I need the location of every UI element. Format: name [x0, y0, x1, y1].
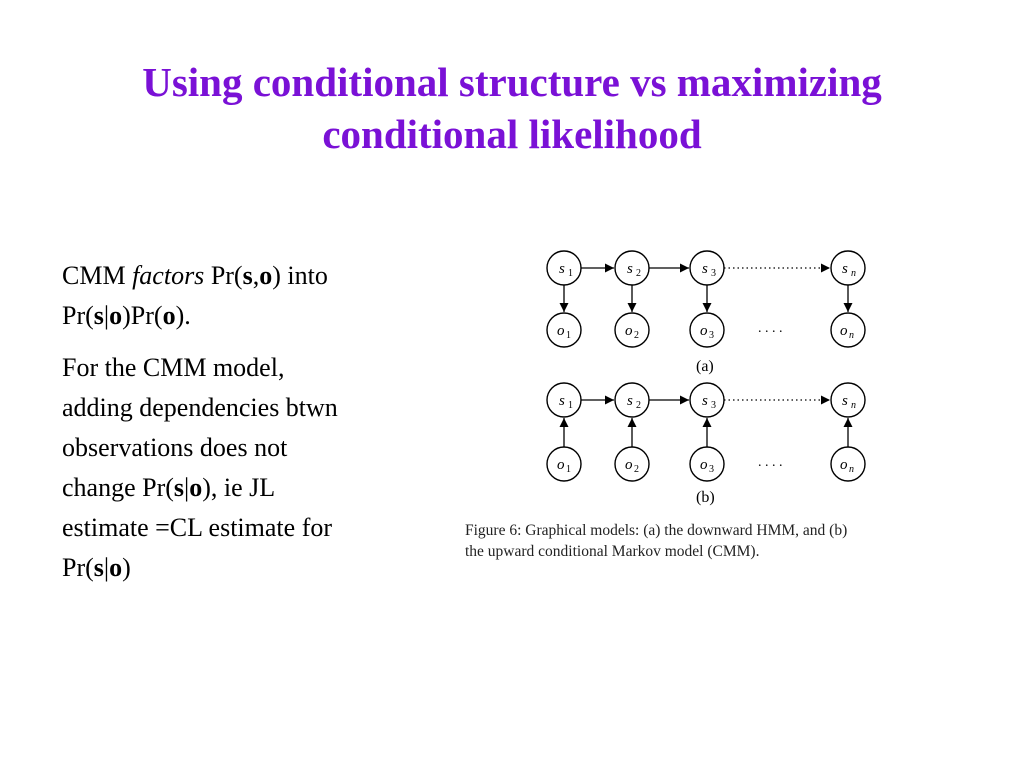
svg-text:n: n — [851, 400, 856, 411]
svg-text:o: o — [625, 323, 633, 339]
figure-caption — [465, 520, 955, 562]
node-s3-b — [690, 383, 724, 417]
bold-run: o — [109, 301, 123, 330]
text-run: adding dependencies btwn — [62, 393, 338, 422]
node-o3-a — [690, 313, 724, 347]
svg-text:o: o — [557, 457, 565, 473]
ellipsis-b: . . . . — [758, 455, 783, 470]
svg-text:2: 2 — [636, 400, 641, 411]
text-run: CMM — [62, 261, 133, 290]
svg-text:n: n — [849, 330, 854, 341]
svg-text:o: o — [557, 323, 565, 339]
bold-run: o — [189, 473, 203, 502]
text-run: )Pr( — [122, 301, 163, 330]
svg-text:o: o — [700, 323, 708, 339]
node-o1-a — [547, 313, 581, 347]
diagram-b — [547, 383, 865, 506]
text-run: Pr( — [62, 553, 94, 582]
bold-run: o — [162, 301, 176, 330]
node-s1-a — [547, 251, 581, 285]
caption-run: ). — [750, 543, 760, 560]
svg-text:n: n — [851, 268, 856, 279]
svg-text:s: s — [702, 393, 708, 409]
slide-title — [60, 56, 964, 160]
svg-text:2: 2 — [636, 268, 641, 279]
text-run: Pr( — [62, 301, 94, 330]
node-o1-b — [547, 447, 581, 481]
bold-run: s — [93, 301, 104, 330]
text-run: estimate =CL estimate for — [62, 513, 333, 542]
svg-text:n: n — [849, 464, 854, 475]
text-run: For the CMM model, — [62, 353, 285, 382]
text-run: ) into — [272, 261, 328, 290]
svg-text:3: 3 — [709, 464, 714, 475]
svg-text:s: s — [627, 261, 633, 277]
text-run: observations does not — [62, 433, 288, 462]
text-run: ) — [122, 553, 131, 582]
diagram-a — [547, 251, 865, 375]
svg-text:1: 1 — [566, 464, 571, 475]
svg-text:3: 3 — [709, 330, 714, 341]
svg-text:o: o — [840, 323, 848, 339]
caption-hmm: HMM — [756, 522, 796, 539]
text-run: | — [184, 473, 190, 502]
svg-text:3: 3 — [711, 400, 716, 411]
text-run: | — [103, 301, 110, 330]
node-s2-a — [615, 251, 649, 285]
text-run: , — [252, 261, 260, 290]
svg-text:s: s — [842, 261, 848, 277]
svg-text:2: 2 — [634, 464, 639, 475]
node-on-b — [831, 447, 865, 481]
italic-run: factors — [132, 261, 205, 290]
node-o3-b — [690, 447, 724, 481]
text-run: change Pr( — [62, 473, 174, 502]
bold-run: s — [173, 473, 185, 502]
caption-run: Figure 6: Graphical models: (a) the downward — [465, 522, 757, 539]
body-text — [62, 256, 442, 600]
svg-text:o: o — [840, 457, 848, 473]
svg-text:o: o — [625, 457, 633, 473]
svg-text:s: s — [702, 261, 708, 277]
node-o2-b — [615, 447, 649, 481]
caption-run: , and (b) — [795, 522, 848, 539]
caption-run: the upward conditional Markov model ( — [465, 543, 713, 560]
bold-run: s — [242, 261, 253, 290]
bold-run: s — [93, 553, 104, 582]
bold-run: o — [109, 553, 123, 582]
node-s2-b — [615, 383, 649, 417]
svg-text:o: o — [700, 457, 708, 473]
svg-text:2: 2 — [634, 330, 639, 341]
paragraph-cmm-factors — [62, 256, 442, 336]
text-run: ), ie JL — [202, 473, 276, 502]
text-run: ). — [175, 301, 191, 330]
svg-text:3: 3 — [711, 268, 716, 279]
node-on-a — [831, 313, 865, 347]
text-run: Pr( — [204, 261, 243, 290]
label-b: (b) — [696, 489, 715, 506]
node-s3-a — [690, 251, 724, 285]
svg-text:s: s — [559, 261, 565, 277]
node-sn-a — [831, 251, 865, 285]
svg-text:1: 1 — [566, 330, 571, 341]
ellipsis-a: . . . . — [758, 321, 783, 336]
label-a: (a) — [696, 358, 714, 375]
svg-text:s: s — [559, 393, 565, 409]
node-o2-a — [615, 313, 649, 347]
svg-text:s: s — [842, 393, 848, 409]
paragraph-cmm-model — [62, 348, 442, 588]
svg-text:s: s — [627, 393, 633, 409]
node-sn-b — [831, 383, 865, 417]
svg-text:1: 1 — [568, 268, 573, 279]
text-run: | — [103, 553, 110, 582]
node-s1-b — [547, 383, 581, 417]
title-line-1: Using conditional structure vs maximizing — [142, 59, 882, 105]
caption-cmm: CMM — [712, 543, 751, 560]
title-line-2: conditional likelihood — [322, 111, 702, 157]
bold-run: o — [259, 261, 273, 290]
svg-text:1: 1 — [568, 400, 573, 411]
